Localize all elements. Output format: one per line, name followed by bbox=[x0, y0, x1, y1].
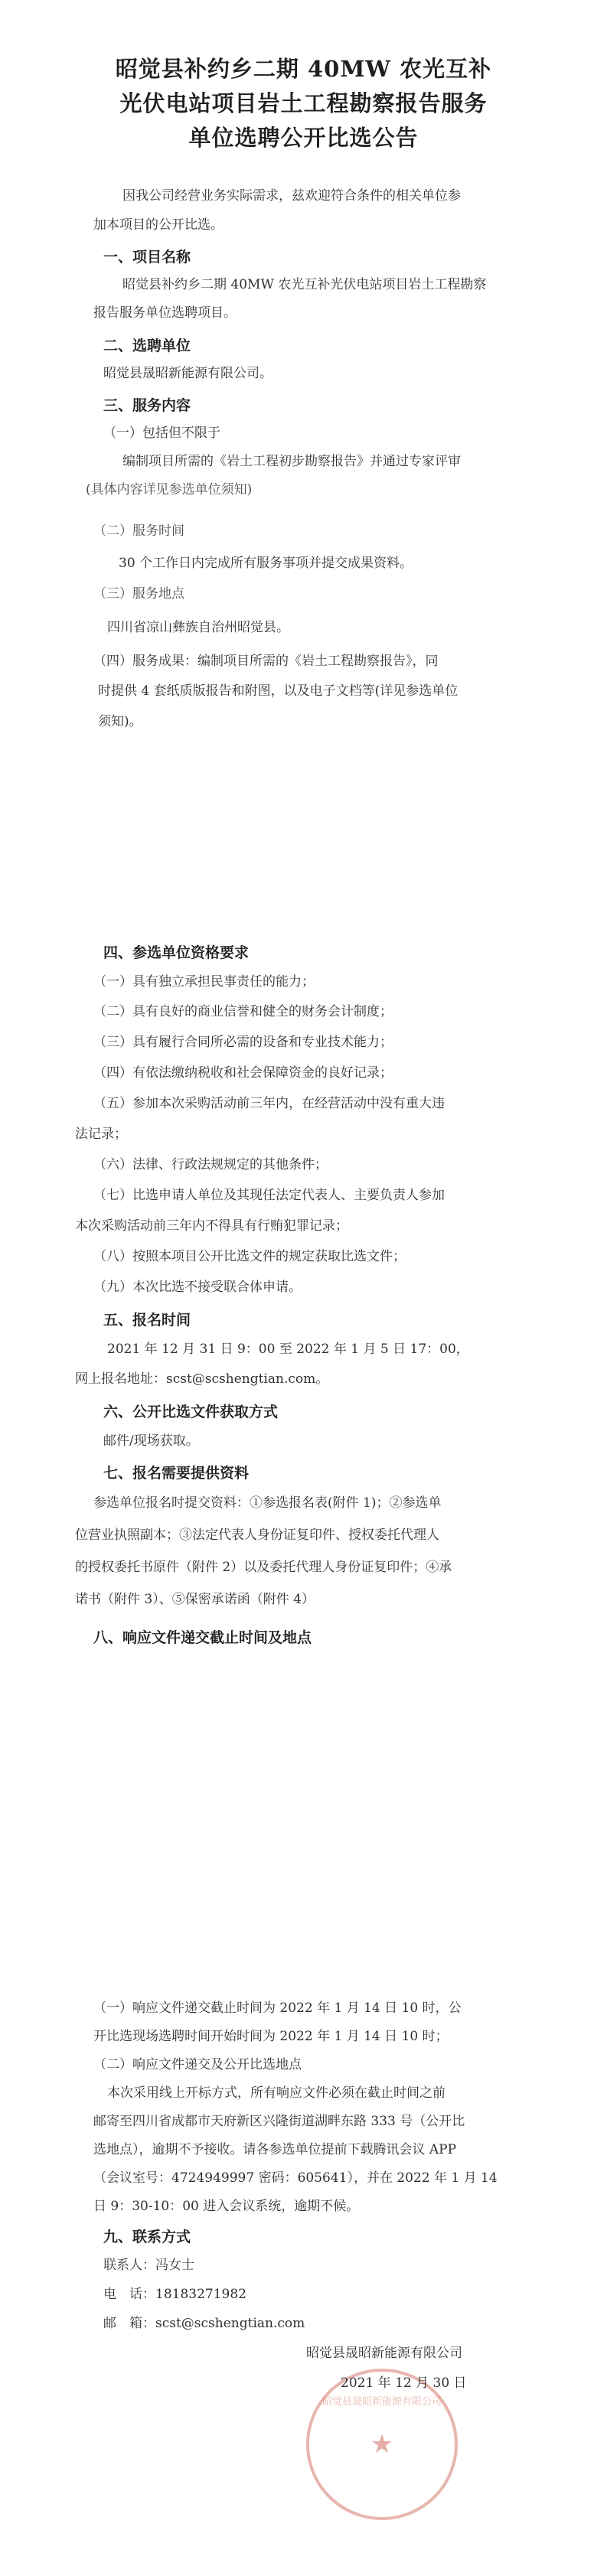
registration-address: 网上报名地址：scst@scshengtian.com。 bbox=[75, 1371, 329, 1387]
service-scope-line-1: 编制项目所需的《岩土工程初步勘察报告》并通过专家评审 bbox=[122, 454, 461, 469]
qualification-item-8: （八）按照本项目公开比选文件的规定获取比选文件； bbox=[93, 1249, 406, 1264]
qualification-item-2: （二）具有良好的商业信誉和健全的财务会计制度； bbox=[93, 1004, 393, 1019]
project-name-line-1: 昭觉县补约乡二期 40MW 农光互补光伏电站项目岩土工程勘察 bbox=[122, 277, 487, 292]
submission-location-title: （二）响应文件递交及公开比选地点 bbox=[93, 2057, 302, 2072]
section-heading-project-name: 一、项目名称 bbox=[103, 249, 191, 266]
intro-line-1: 因我公司经营业务实际需求，兹欢迎符合条件的相关单位参 bbox=[122, 188, 461, 204]
service-location-title: （三）服务地点 bbox=[93, 586, 184, 602]
star-icon: ★ bbox=[370, 2429, 394, 2460]
materials-line-4: 诺书（附件 3）、⑤保密承诺函（附件 4） bbox=[75, 1592, 315, 1607]
service-time-line: 30 个工作日内完成所有服务事项并提交成果资料。 bbox=[119, 556, 413, 571]
qualification-item-9: （九）本次比选不接受联合体申请。 bbox=[93, 1280, 302, 1295]
service-result-line-2: 时提供 4 套纸质版报告和附图，以及电子文档等(详见参选单位 bbox=[98, 683, 459, 699]
contact-phone: 电 话：18183271982 bbox=[103, 2287, 246, 2302]
section-heading-document-method: 六、公开比选文件获取方式 bbox=[103, 1404, 279, 1420]
materials-line-2: 位营业执照副本；③法定代表人身份证复印件、授权委托代理人 bbox=[75, 1528, 439, 1543]
document-method-line: 邮件/现场获取。 bbox=[103, 1433, 199, 1449]
qualification-item-6: （六）法律、行政法规规定的其他条件； bbox=[93, 1157, 328, 1172]
registration-time-line-1: 2021 年 12 月 31 日 9：00 至 2022 年 1 月 5 日 17：00， bbox=[107, 1342, 469, 1357]
contact-email: 邮 箱：scst@scshengtian.com bbox=[103, 2316, 305, 2331]
submission-deadline-line-1: （一）响应文件递交截止时间为 2022 年 1 月 14 日 10 时，公 bbox=[93, 2000, 462, 2016]
footer-date: 2021 年 12 月 30 日 bbox=[341, 2375, 467, 2391]
submission-location-line-5: 日 9：30-10：00 进入会议系统，逾期不候。 bbox=[93, 2199, 360, 2214]
materials-line-3: 的授权委托书原件（附件 2）以及委托代理人身份证复印件；④承 bbox=[75, 1560, 452, 1575]
section-heading-unit: 二、选聘单位 bbox=[103, 337, 191, 354]
footer-company: 昭觉县晟昭新能源有限公司 bbox=[306, 2346, 462, 2361]
service-location-line: 四川省凉山彝族自治州昭觉县。 bbox=[107, 620, 289, 635]
section-heading-materials: 七、报名需要提供资料 bbox=[103, 1465, 250, 1482]
project-name-line-2: 报告服务单位选聘项目。 bbox=[93, 305, 237, 321]
section-heading-service: 三、服务内容 bbox=[103, 397, 191, 414]
submission-deadline-line-2: 开比选现场选聘时间开始时间为 2022 年 1 月 14 日 10 时； bbox=[93, 2029, 449, 2044]
contact-person: 联系人：冯女士 bbox=[103, 2258, 194, 2273]
submission-location-line-3: 选地点），逾期不予接收。请各参选单位提前下载腾讯会议 APP bbox=[93, 2142, 457, 2157]
service-result-line-3: 须知)。 bbox=[98, 714, 142, 729]
qualification-item-4: （四）有依法缴纳税收和社会保障资金的良好记录； bbox=[93, 1065, 393, 1081]
qualification-item-7-line-2: 本次采购活动前三年内不得具有行贿犯罪记录； bbox=[75, 1218, 348, 1234]
title-line-3: 单位选聘公开比选公告 bbox=[188, 125, 419, 151]
qualification-item-5-line-2: 法记录； bbox=[75, 1127, 127, 1142]
unit-line: 昭觉县晟昭新能源有限公司。 bbox=[103, 366, 272, 381]
service-time-title: （二）服务时间 bbox=[93, 523, 184, 539]
submission-location-line-4: （会议室号：4724949997 密码：605641），并在 2022 年 1 月 14 bbox=[93, 2170, 498, 2186]
intro-line-2: 加本项目的公开比选。 bbox=[93, 217, 224, 233]
title-line-2: 光伏电站项目岩土工程勘察报告服务 bbox=[119, 90, 488, 116]
submission-location-line-2: 邮寄至四川省成都市天府新区兴隆街道湖畔东路 333 号（公开比 bbox=[93, 2114, 465, 2129]
qualification-item-5-line-1: （五）参加本次采购活动前三年内，在经营活动中没有重大违 bbox=[93, 1096, 445, 1111]
service-scope-line-2: (具体内容详见参选单位须知) bbox=[86, 482, 253, 497]
qualification-item-7-line-1: （七）比选申请人单位及其现任法定代表人、主要负责人参加 bbox=[93, 1188, 445, 1203]
section-heading-submission: 八、响应文件递交截止时间及地点 bbox=[93, 1629, 312, 1646]
qualification-item-3: （三）具有履行合同所必需的设备和专业技术能力； bbox=[93, 1035, 393, 1050]
section-heading-qualification: 四、参选单位资格要求 bbox=[103, 944, 250, 961]
service-scope-title: （一）包括但不限于 bbox=[103, 426, 220, 441]
title-line-1: 昭觉县补约乡二期 40MW 农光互补 bbox=[115, 56, 492, 82]
submission-location-line-1: 本次采用线上开标方式，所有响应文件必须在截止时间之前 bbox=[107, 2085, 445, 2101]
materials-line-1: 参选单位报名时提交资料：①参选报名表(附件 1)；②参选单 bbox=[93, 1495, 442, 1511]
service-result-line-1: （四）服务成果：编制项目所需的《岩土工程勘察报告》，同 bbox=[93, 654, 439, 669]
seal-text: 昭觉县晟昭新能源有限公司 bbox=[321, 2396, 442, 2408]
section-heading-contact: 九、联系方式 bbox=[103, 2229, 191, 2245]
section-heading-registration-time: 五、报名时间 bbox=[103, 1312, 191, 1329]
qualification-item-1: （一）具有独立承担民事责任的能力； bbox=[93, 974, 315, 990]
